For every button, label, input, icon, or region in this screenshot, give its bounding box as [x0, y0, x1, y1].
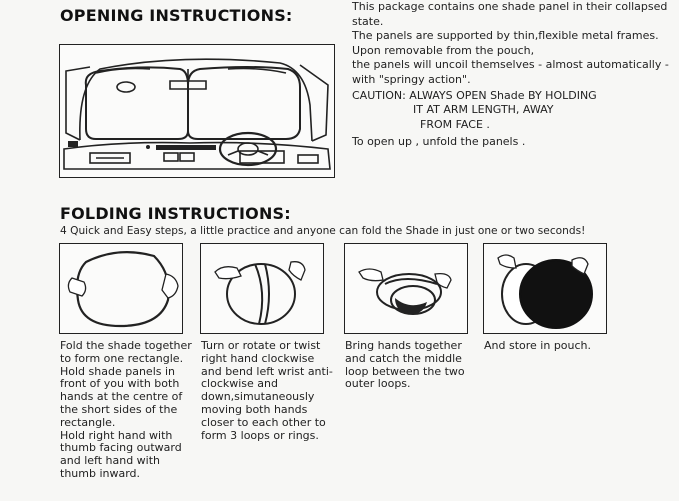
step-1-paragraph: Hold shade panels in front of you with both hands at the centre of the short sides of the rectangle. — [60, 364, 183, 429]
caution-line-3: FROM FACE . — [420, 117, 490, 131]
step-4-paragraph: And store in pouch. — [484, 339, 592, 352]
step-4-illustration — [483, 243, 607, 334]
intro-line: The panels are supported by thin,flexible metal frames. — [352, 29, 659, 43]
step-2-drawing — [201, 244, 322, 332]
intro-line: the panels will uncoil themselves - almost automatically - with "springy action". — [352, 58, 669, 86]
step-3-drawing — [345, 244, 466, 332]
car-interior-drawing — [60, 45, 333, 176]
step-3-illustration — [344, 243, 468, 334]
step-2-illustration — [200, 243, 324, 334]
caution-line-1: CAUTION: ALWAYS OPEN Shade BY HOLDING — [352, 88, 597, 102]
caution-line-2: IT AT ARM LENGTH, AWAY — [413, 103, 554, 117]
step-1-drawing — [60, 244, 181, 332]
step-4-text — [484, 340, 618, 353]
step-1-paragraph: Fold the shade together to form one rectangle. — [60, 339, 192, 365]
step-1-text — [60, 340, 192, 481]
step-3-text — [345, 340, 479, 391]
step-2-paragraph: Turn or rotate or twist right hand clockwise and bend left wrist anti-clockwise and down,simutaneously moving both hands closer to each other to form 3 loops or rings. — [201, 339, 333, 442]
step-1-paragraph: Hold right hand with thumb facing outward and left hand with thumb inward. — [60, 428, 182, 480]
step-2-text — [201, 340, 335, 442]
step-4-drawing — [484, 244, 605, 332]
car-windshield-illustration — [59, 44, 335, 178]
opening-instructions-title: OPENING INSTRUCTIONS: — [60, 6, 293, 25]
intro-line: This package contains one shade panel in their collapsed state. — [352, 0, 668, 28]
folding-subtitle: 4 Quick and Easy steps, a little practice and anyone can fold the Shade in just one or two seconds! — [60, 225, 586, 237]
open-up-instruction: To open up , unfold the panels . — [352, 135, 526, 149]
folding-instructions-title: FOLDING INSTRUCTIONS: — [60, 204, 291, 223]
caution-note — [352, 89, 672, 133]
opening-instructions-text — [352, 0, 672, 150]
intro-line: Upon removable from the pouch, — [352, 43, 535, 57]
step-1-illustration — [59, 243, 183, 334]
step-3-paragraph: Bring hands together and catch the middle loop between the two outer loops. — [345, 339, 465, 391]
